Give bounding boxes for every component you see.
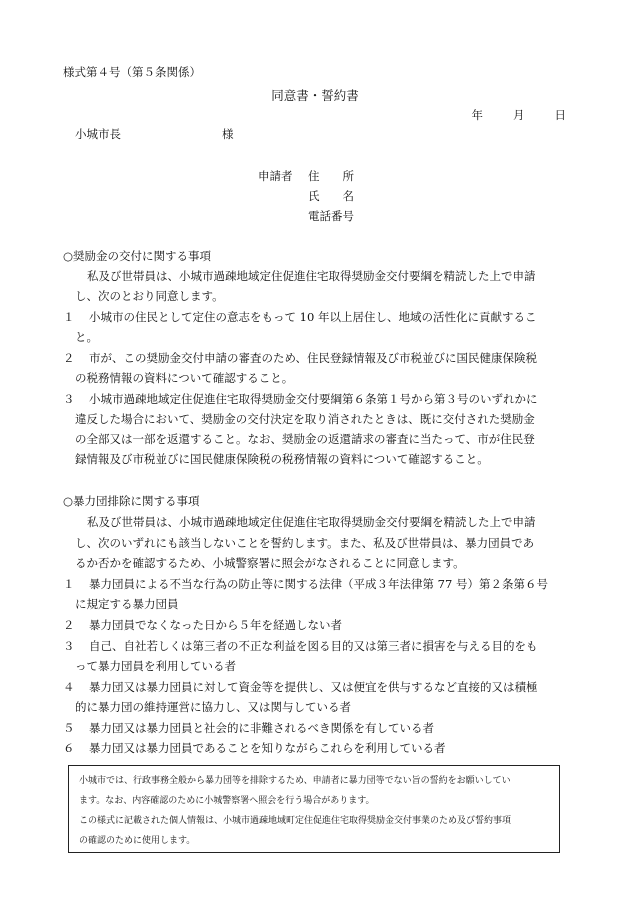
item-number: ６ [63, 741, 75, 755]
notice-line: の確認のために使用します。 [79, 836, 196, 846]
document-title: 同意書・誓約書 [271, 88, 359, 103]
notice-line: 小城市では、行政事務全般から暴力団等を排除するため、申請者に暴力団等でない旨の誓約をお願いしてい [79, 776, 511, 786]
date-month: 月 [513, 108, 525, 122]
section2-intro-line: るか否かを確認するため、小城警察署に照会がなされることに同意します。 [75, 556, 465, 570]
item-number: ４ [63, 680, 75, 694]
section1-intro-line: 私及び世帯員は、小城市過疎地域定住促進住宅取得奨励金交付要綱を精読した上で申請 [87, 269, 536, 283]
section1-intro-line: し、次のとおり同意します。 [75, 289, 224, 303]
item-text: 市が、この奨励金交付申請の審査のため、住民登録情報及び市税並びに国民健康保険税 [89, 351, 538, 365]
addressee: 小城市長 [75, 127, 121, 141]
item-text: って暴力団員を利用している者 [75, 659, 236, 673]
item-number: ２ [63, 351, 75, 365]
item-text: の全部又は一部を返還すること。なお、奨励金の返還請求の審査に当たって、市が住民登 [75, 432, 535, 446]
notice-line: ます。なお、内容確認のために小城警察署へ照会を行う場合があります。 [79, 796, 375, 806]
item-text: 自己、自社若しくは第三者の不正な利益を図る目的又は第三者に損害を与える目的をも [89, 639, 538, 653]
address-label: 住 所 [308, 169, 354, 183]
item-text: に規定する暴力団員 [75, 597, 179, 611]
item-text: 暴力団又は暴力団員と社会的に非難されるべき関係を有している者 [89, 721, 434, 735]
item-text: 暴力団員でなくなった日から５年を経過しない者 [89, 618, 342, 632]
applicant-block [258, 170, 458, 230]
section2-intro-line: し、次のいずれにも該当しないことを誓約します。また、私及び世帯員は、暴力団員であ [75, 536, 535, 550]
honorific: 様 [222, 127, 234, 141]
applicant-label: 申請者 [258, 169, 293, 183]
date-line [472, 109, 567, 123]
item-text: 違反した場合において、奨励金の交付決定を取り消されたときは、既に交付された奨励金 [75, 412, 535, 426]
date-year: 年 [471, 108, 483, 122]
section1-heading: ○奨励金の交付に関する事項 [63, 249, 212, 263]
name-label: 氏 名 [308, 189, 354, 203]
date-day: 日 [554, 108, 566, 122]
item-text: 小城市過疎地域定住促進住宅取得奨励金交付要綱第６条第１号から第３号のいずれかに [89, 392, 538, 406]
item-number: ３ [63, 392, 75, 406]
item-text: 小城市の住民として定住の意志をもって 10 年以上居住し、地域の活性化に貢献するこ [89, 310, 537, 324]
item-text: の税務情報の資料について確認すること。 [75, 371, 294, 385]
section2-intro-line: 私及び世帯員は、小城市過疎地域定住促進住宅取得奨励金交付要綱を精読した上で申請 [87, 515, 536, 529]
item-text: 録情報及び市税並びに国民健康保険税の税務情報の資料について確認すること。 [75, 452, 489, 466]
section2-heading: ○暴力団排除に関する事項 [63, 494, 200, 508]
form-number: 様式第４号（第５条関係） [63, 65, 201, 79]
item-text: 暴力団又は暴力団員に対して資金等を提供し、又は便宜を供与するなど直接的又は積極 [89, 680, 538, 694]
item-text: 暴力団員による不当な行為の防止等に関する法律（平成３年法律第 77 号）第２条第６号 [89, 577, 548, 591]
item-text: と。 [75, 330, 98, 344]
item-text: 的に暴力団の維持運営に協力し、又は関与している者 [75, 700, 351, 714]
addressee-line [75, 127, 234, 142]
phone-label: 電話番号 [308, 209, 354, 223]
notice-line: この様式に記載された個人情報は、小城市過疎地域町定住促進住宅取得奨励金交付事業のため及び誓約事項 [79, 816, 512, 826]
item-number: ３ [63, 639, 75, 653]
item-number: １ [63, 310, 75, 324]
item-number: １ [63, 577, 75, 591]
item-number: ２ [63, 618, 75, 632]
item-number: ５ [63, 721, 75, 735]
item-text: 暴力団又は暴力団員であることを知りながらこれらを利用している者 [89, 741, 446, 755]
notice-box [68, 765, 560, 853]
